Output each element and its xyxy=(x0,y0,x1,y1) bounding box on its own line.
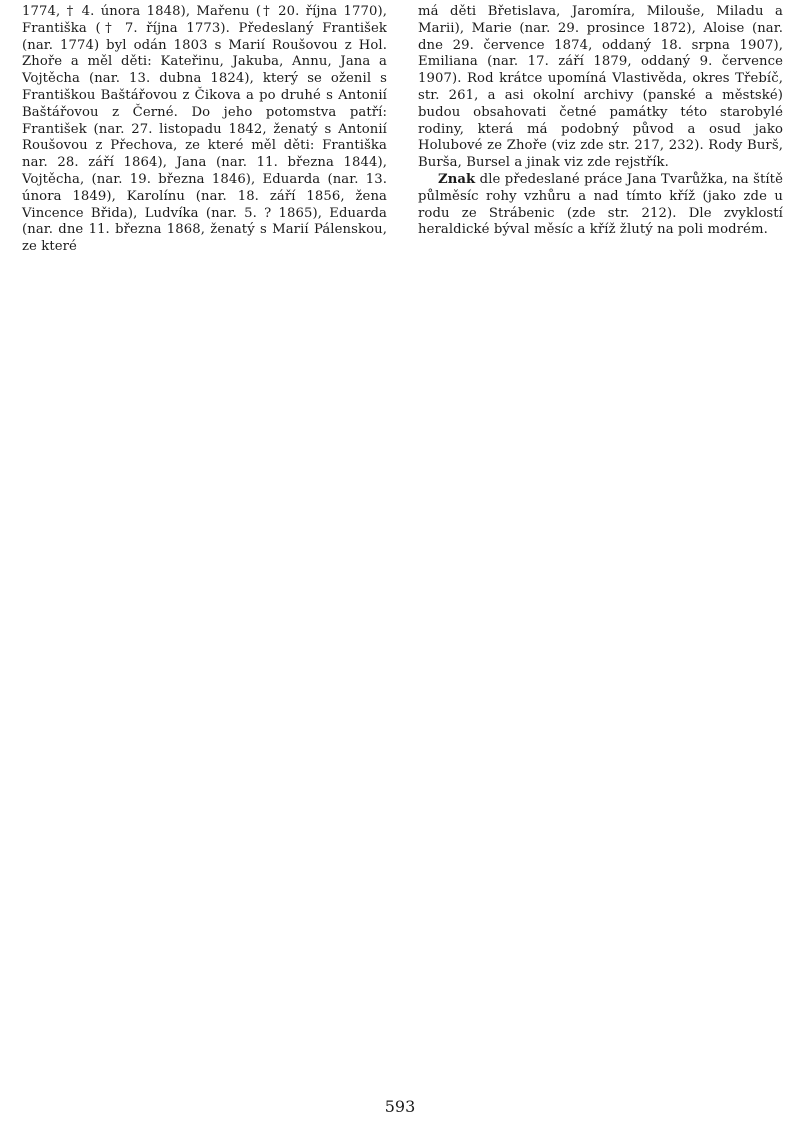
znak-description: dle předeslané práce Jana Tvarůžka, na štítě půlměsíc rohy vzhůru a nad tímto kříž (jako zde u rodu ze Strábenic (zde str. 212). Dle zvyklostí heraldické býval měsíc a kříž žlutý na poli modrém. xyxy=(418,171,783,238)
left-paragraph: 1774, † 4. února 1848), Mařenu († 20. října 1770), Františka († 7. října 1773). Předeslaný František (nar. 1774) byl odán 1803 s Marií Roušovou z Hol. Zhoře a měl děti: Kateřinu, Jakuba, Annu, Jana a Vojtěcha (nar. 13. dubna 1824), který se oženil s Františkou Baštářovou z Čikova a po druhé s Antonií Baštářovou z Černé. Do jeho potomstva patří: František (nar. 27. listopadu 1842, ženatý s Antonií Roušovou z Přechova, ze které měl děti: Františka nar. 28. září 1864), Jana (nar. 11. března 1844), Vojtěcha, (nar. 19. března 1846), Eduarda (nar. 13. února 1849), Karolínu (nar. 18. září 1856, žena Vincence Břida), Ludvíka (nar. 5. ? 1865), Eduarda (nar. dne 11. března 1868, ženatý s Marií Pálenskou, ze které xyxy=(22,4,387,255)
znak-heading: Znak xyxy=(438,171,476,187)
right-paragraph-2 xyxy=(418,172,783,239)
page-number: 593 xyxy=(384,1097,416,1116)
right-column xyxy=(418,4,783,239)
left-column xyxy=(22,4,387,256)
right-paragraph-1: má děti Břetislava, Jaromíra, Milouše, Miladu a Marii), Marie (nar. 29. prosince 1872), Aloise (nar. dne 29. července 1874, oddaný 18. srpna 1907), Emiliana (nar. 17. září 1879, oddaný 9. července 1907). Rod krátce upomíná Vlastivěda, okres Třebíč, str. 261, a asi okolní archivy (panské a městské) budou obsahovati četné památky této starobylé rodiny, která má podobný původ a osud jako Holubové ze Zhoře (viz zde str. 217, 232). Rody Burš, Burša, Bursel a jinak viz zde rejstřík. xyxy=(418,4,783,171)
